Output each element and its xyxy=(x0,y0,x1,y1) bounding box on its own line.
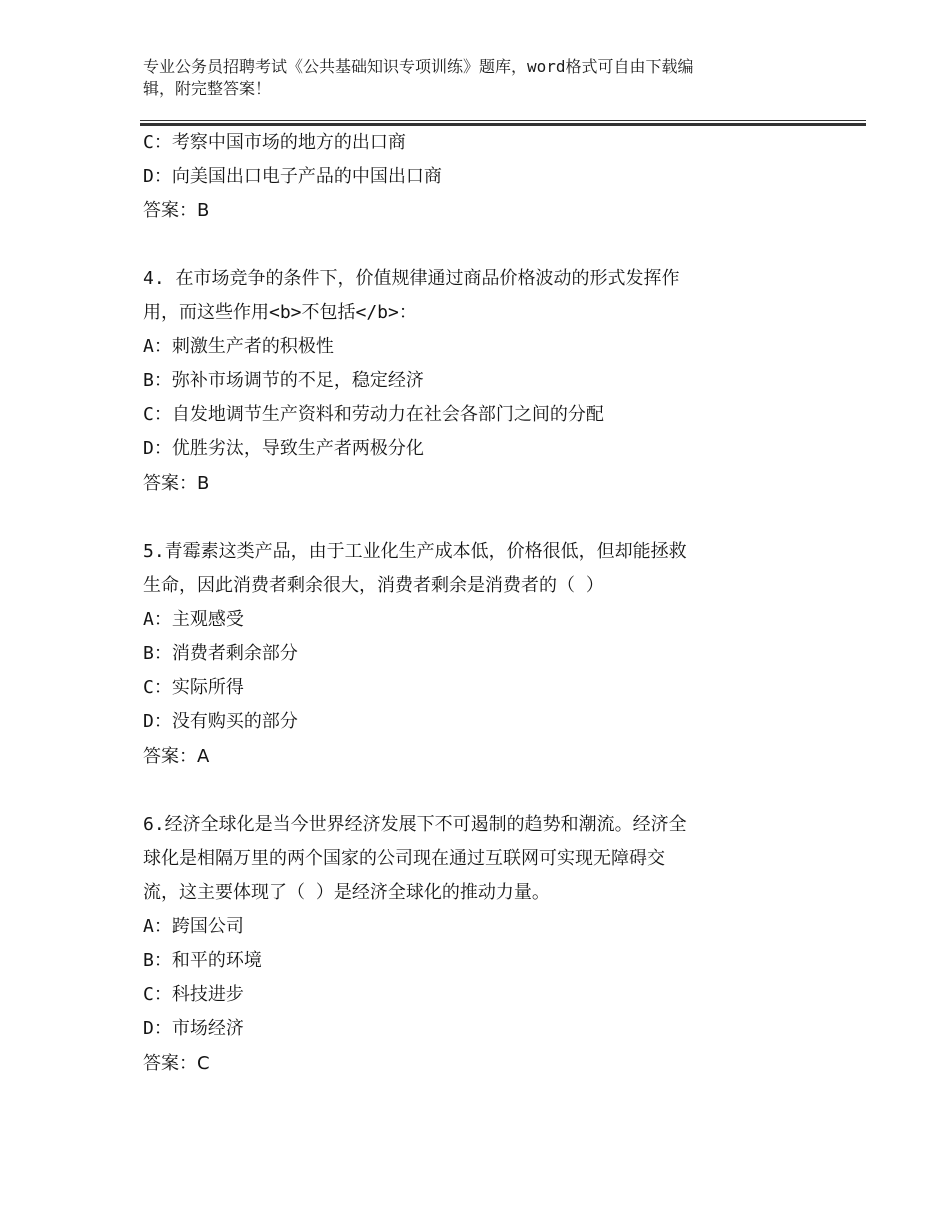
q6-option-d: D：市场经济 xyxy=(143,1018,244,1039)
q4-answer: 答案：B xyxy=(143,473,210,494)
q6-stem-line-3: 流，这主要体现了（ ）是经济全球化的推动力量。 xyxy=(143,882,550,903)
q6-option-a: A：跨国公司 xyxy=(143,916,244,937)
q6-stem-line-2: 球化是相隔万里的两个国家的公司现在通过互联网可实现无障碍交 xyxy=(143,848,665,869)
q5-option-a: A：主观感受 xyxy=(143,609,244,630)
q4-option-d: D：优胜劣汰，导致生产者两极分化 xyxy=(143,438,424,459)
q3-option-d: D：向美国出口电子产品的中国出口商 xyxy=(143,166,442,187)
q5-stem-line-2: 生命，因此消费者剩余很大，消费者剩余是消费者的（ ） xyxy=(143,575,604,596)
header-divider-thin xyxy=(140,120,866,121)
q5-option-b: B：消费者剩余部分 xyxy=(143,643,298,664)
q4-option-c: C：自发地调节生产资料和劳动力在社会各部门之间的分配 xyxy=(143,404,604,425)
document-header xyxy=(143,56,833,100)
q4-option-b: B：弥补市场调节的不足，稳定经济 xyxy=(143,370,424,391)
q6-answer: 答案：C xyxy=(143,1053,210,1074)
q5-option-d: D：没有购买的部分 xyxy=(143,711,298,732)
q6-option-c: C：科技进步 xyxy=(143,984,244,1005)
q3-option-c: C：考察中国市场的地方的出口商 xyxy=(143,132,406,153)
q5-answer: 答案：A xyxy=(143,746,210,767)
q4-stem-line-2: 用，而这些作用<b>不包括</b>： xyxy=(143,302,417,323)
q6-option-b: B：和平的环境 xyxy=(143,950,262,971)
header-line: 专业公务员招聘考试《公共基础知识专项训练》题库，word格式可自由下载编 xyxy=(143,57,694,76)
q4-option-a: A：刺激生产者的积极性 xyxy=(143,336,334,357)
q5-option-c: C：实际所得 xyxy=(143,677,244,698)
q5-stem-line-1: 5.青霉素这类产品，由于工业化生产成本低，价格很低，但却能拯救 xyxy=(143,541,687,562)
header-line: 辑，附完整答案！ xyxy=(143,79,272,98)
q6-stem-line-1: 6.经济全球化是当今世界经济发展下不可遏制的趋势和潮流。经济全 xyxy=(143,814,687,835)
q4-stem-line-1: 4. 在市场竞争的条件下，价值规律通过商品价格波动的形式发挥作 xyxy=(143,268,680,289)
header-divider-thick xyxy=(140,123,866,126)
q3-answer: 答案：B xyxy=(143,200,210,221)
